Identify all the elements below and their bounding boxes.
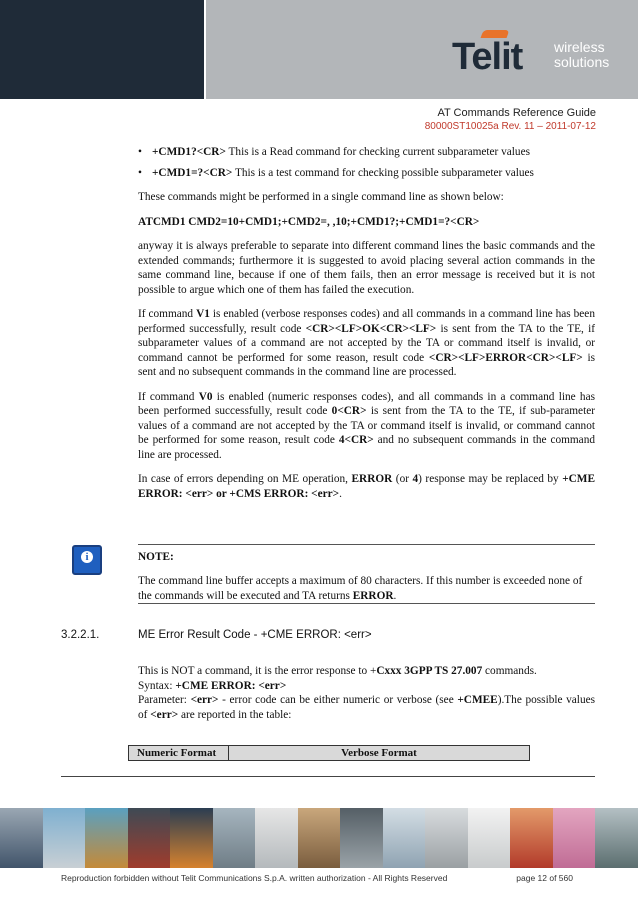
- photo-tile: [85, 808, 128, 868]
- note-text: The command line buffer accepts a maximum of 80 characters. If this number is exceeded none of the commands will be executed and TA returns ERROR.: [138, 575, 583, 602]
- photo-tile: [128, 808, 171, 868]
- note-top-rule: [138, 544, 595, 545]
- guide-revision: 80000ST10025a Rev. 11 – 2011-07-12: [424, 121, 596, 132]
- photo-tile: [43, 808, 86, 868]
- section-number: 3.2.2.1.: [61, 629, 100, 641]
- paragraph-single-line: These commands might be performed in a single command line as shown below:: [138, 191, 504, 203]
- page-footer: [61, 873, 595, 883]
- note-title: NOTE:: [138, 551, 174, 563]
- photo-tile: [510, 808, 553, 868]
- error-code-table: [128, 745, 530, 761]
- photo-tile: [340, 808, 383, 868]
- logo-wordmark: Telit: [452, 36, 523, 78]
- telit-logo: [452, 30, 622, 92]
- paragraph-v0: If command V0 is enabled (numeric responses codes), and all commands in a command line has been performed successfully, result code 0<CR> is sent from the TA to the TE, if sub-parameter values of a command are not accepted by the TA or command itself is invalid, or command cannot be performed for some reason, result code 4<CR> and no subsequent commands in the command line are processed.: [138, 390, 595, 461]
- photo-tile: [425, 808, 468, 868]
- list-item: • +CMD1=?<CR> This is a test command for checking possible subparameter values: [138, 166, 595, 181]
- header-dark-panel: [0, 0, 204, 99]
- photo-tile: [255, 808, 298, 868]
- photo-tile: [383, 808, 426, 868]
- paragraph-v1: If command V1 is enabled (verbose responses codes) and all commands in a command line has been performed successfully, result code <CR><LF>OK<CR><LF> is sent from the TA to the TE, if subparameter values of a command are not accepted by the TA or command itself is invalid, or command cannot be performed for some reason, result code <CR><LF>ERROR<CR><LF> is sent and no subsequent commands in the command line are processed.: [138, 308, 595, 378]
- paragraph-anyway: anyway it is always preferable to separate into different command lines the basic commands and the extended commands; furthermore it is suggested to avoid placing several action commands in the same command line, because if one of them fails, then an error message is received but it is not possible to argue which one of them has failed the execution.: [138, 240, 595, 296]
- photo-tile: [0, 808, 43, 868]
- photo-tile: [213, 808, 256, 868]
- section-line: Parameter: <err> - error code can be either numeric or verbose (see +CMEE).The possible values of <err> are reported in the table:: [138, 694, 596, 721]
- list-item: • +CMD1?<CR> This is a Read command for checking current subparameter values: [138, 145, 595, 160]
- page-number: page 12 of 560: [516, 873, 573, 883]
- footer-rule: [61, 776, 595, 777]
- photo-tile: [170, 808, 213, 868]
- section-line: This is NOT a command, it is the error response to +Cxxx 3GPP TS 27.007 commands.: [138, 665, 537, 677]
- copyright-text: Reproduction forbidden without Telit Communications S.p.A. written authorization - All Rights Reserved: [61, 873, 448, 883]
- logo-tagline: wireless solutions: [554, 39, 610, 70]
- section-line: Syntax: +CME ERROR: <err>: [138, 679, 287, 692]
- guide-title: AT Commands Reference Guide: [437, 107, 596, 119]
- photo-tile: [553, 808, 596, 868]
- section-body: [138, 664, 595, 722]
- table-header-numeric: Numeric Format: [129, 746, 229, 761]
- footer-photo-strip: [0, 808, 638, 868]
- info-icon: i: [72, 545, 102, 575]
- main-content: [138, 145, 595, 501]
- photo-tile: [468, 808, 511, 868]
- section-title: ME Error Result Code - +CME ERROR: <err>: [138, 629, 372, 641]
- paragraph-errors: In case of errors depending on ME operation, ERROR (or 4) response may be replaced by +CME ERROR: <err> or +CMS ERROR: <err>.: [138, 473, 595, 500]
- photo-tile: [595, 808, 638, 868]
- photo-tile: [298, 808, 341, 868]
- example-command-line: ATCMD1 CMD2=10+CMD1;+CMD2=, ,10;+CMD1?;+CMD1=?<CR>: [138, 215, 480, 228]
- note-bottom-rule: [138, 603, 595, 604]
- table-header-verbose: Verbose Format: [229, 746, 530, 761]
